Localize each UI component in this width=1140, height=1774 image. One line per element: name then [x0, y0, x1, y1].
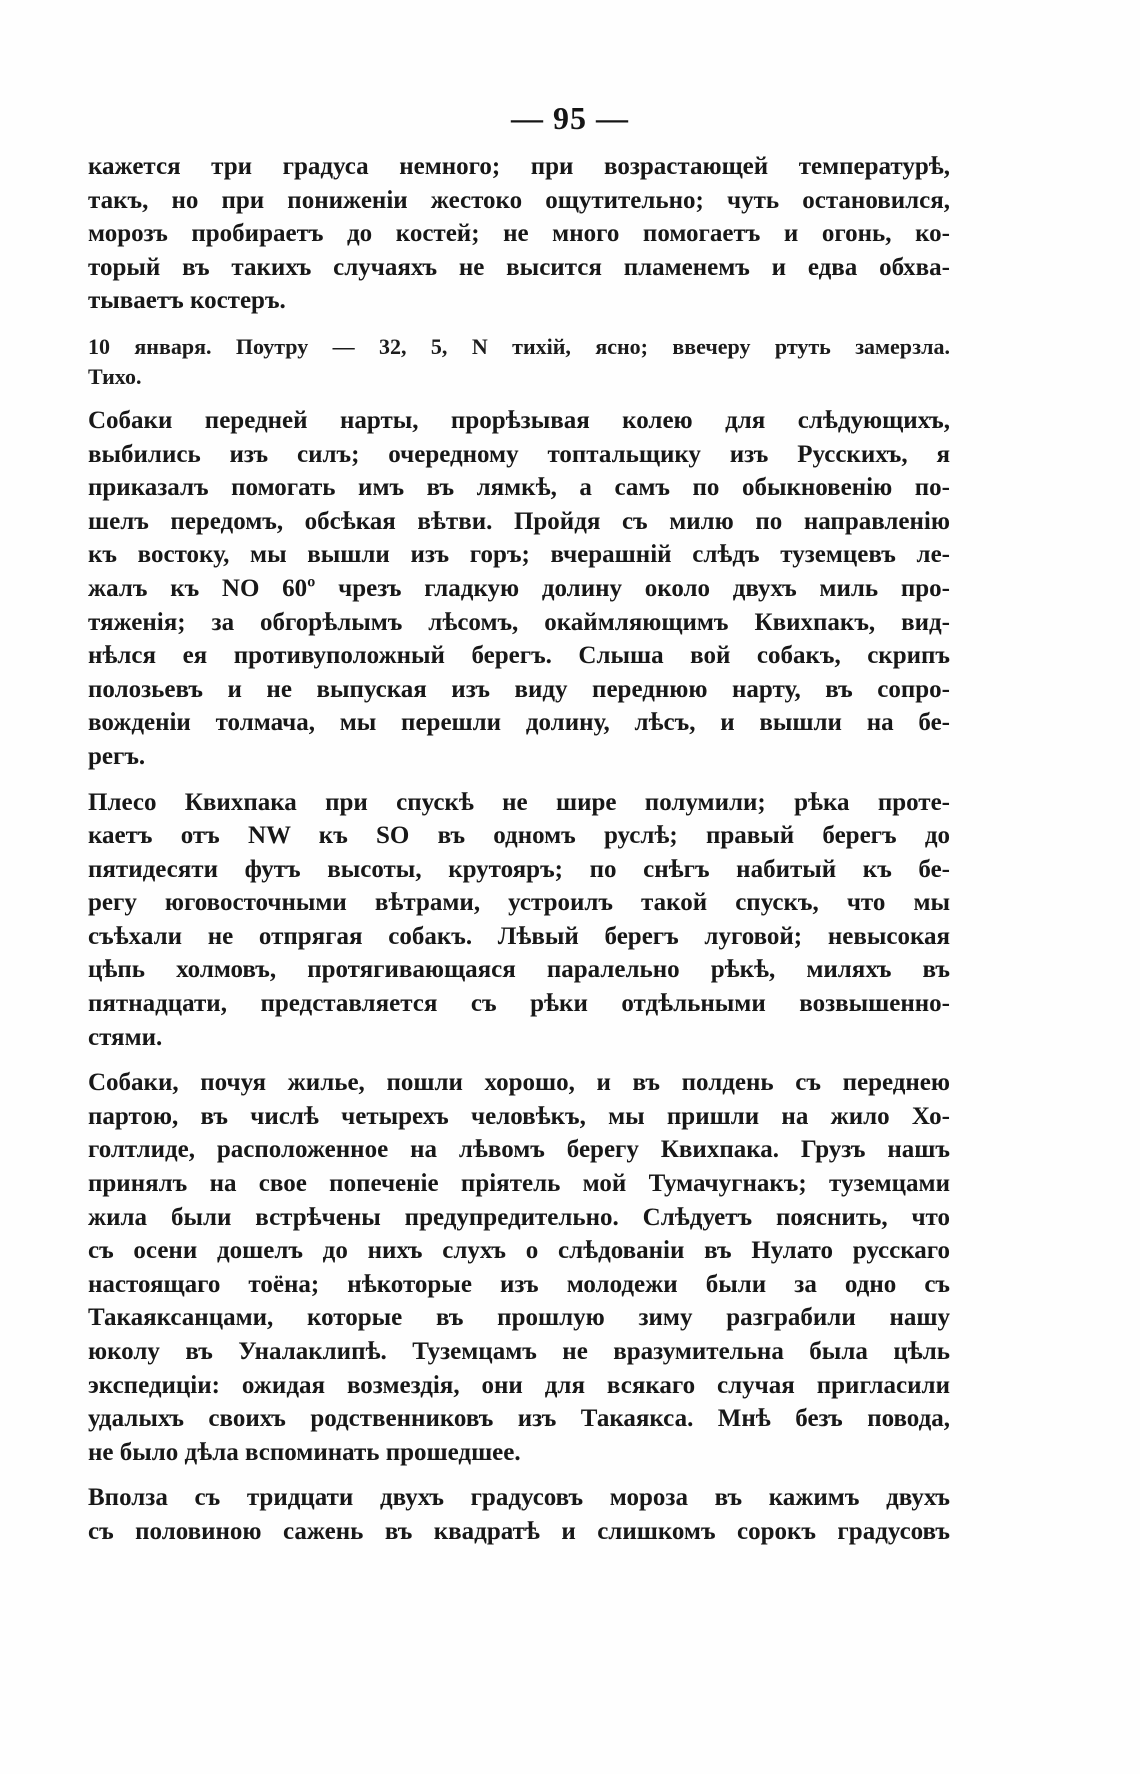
- paragraph-5: [88, 1066, 950, 1469]
- text-line: Тихо.: [88, 363, 142, 389]
- paragraph-1: [88, 150, 950, 318]
- text-line: стями.: [88, 1023, 163, 1051]
- page-number: — 95 —: [511, 100, 629, 136]
- text-line: выбились изъ силъ; очередному топтальщику изъ Русскихъ, я: [88, 440, 950, 468]
- text-line: цѣпь холмовъ, протягивающаяся паралельно рѣкѣ, миляхъ въ: [88, 956, 950, 984]
- text-line: удалыхъ своихъ родственниковъ изъ Такаякса. Мнѣ безъ повода,: [88, 1405, 950, 1433]
- text-line: экспедиціи: ожидая возмездія, они для всякаго случая пригласили: [88, 1371, 950, 1399]
- text-line: вожденіи толмача, мы перешли долину, лѣсъ, и вышли на бе-: [88, 709, 950, 737]
- text-line: къ востоку, мы вышли изъ горъ; вчерашній слѣдъ туземцевъ ле-: [88, 541, 950, 569]
- text-line: пятидесяти футъ высоты, крутояръ; по снѣгъ набитый къ бе-: [88, 855, 950, 883]
- text-line: полозьевъ и не выпуская изъ виду переднюю нарту, въ сопро-: [88, 675, 950, 703]
- text-line: такъ, но при пониженіи жестоко ощутительно; чуть остановился,: [88, 186, 950, 214]
- text-line: жила были встрѣчены предупредительно. Слѣдуетъ пояснить, что: [88, 1203, 950, 1231]
- text-line: жалъ къ NO 60º чрезъ гладкую долину около двухъ миль про-: [88, 574, 950, 602]
- text-line: не было дѣла вспоминать прошедшее.: [88, 1438, 521, 1466]
- text-line: съѣхали не отпрягая собакъ. Лѣвый берегъ луговой; невысокая: [88, 922, 950, 950]
- text-line: съ осени дошелъ до нихъ слухъ о слѣдованіи въ Нулато русскаго: [88, 1237, 950, 1265]
- text-line: морозъ пробираетъ до костей; не много помогаетъ и огонь, ко-: [88, 220, 950, 248]
- text-line: Такаяксанцами, которые въ прошлую зиму разграбили нашу: [88, 1304, 950, 1332]
- text-line: съ половиною сажень въ квадратѣ и слишкомъ сорокъ градусовъ: [88, 1517, 950, 1545]
- text-line: принялъ на свое попеченіе пріятель мой Тумачугнакъ; туземцами: [88, 1170, 950, 1198]
- text-line: кажется три градуса немного; при возрастающей температурѣ,: [88, 153, 950, 180]
- text-line: тяженія; за обгорѣлымъ лѣсомъ, окаймляющимъ Квихпакъ, вид-: [88, 608, 950, 636]
- paragraph-3: [88, 404, 950, 774]
- text-line: нѣлся ея противуположный берегъ. Слыша вой собакъ, скрипъ: [88, 642, 950, 670]
- diary-entry: [88, 332, 950, 392]
- text-line: настоящаго тоёна; нѣкоторые изъ молодежи были за одно съ: [88, 1270, 950, 1298]
- text-line: приказалъ помогать имъ въ лямкѣ, а самъ по обыкновенію по-: [88, 474, 950, 502]
- paragraph-6: [88, 1481, 950, 1548]
- page-body: [88, 150, 950, 1549]
- text-line: регу юговосточными вѣтрами, устроилъ такой спускъ, что мы: [88, 889, 950, 917]
- text-line: каетъ отъ NW къ SO въ одномъ руслѣ; правый берегъ до: [88, 822, 950, 850]
- text-line: голтлиде, расположенное на лѣвомъ берегу Квихпака. Грузъ нашъ: [88, 1136, 950, 1164]
- text-line: Собаки передней нарты, прорѣзывая колею для слѣдующихъ,: [88, 406, 950, 434]
- text-line: юколу въ Уналаклипѣ. Туземцамъ не вразумительна была цѣль: [88, 1338, 950, 1365]
- text-line: шелъ передомъ, обсѣкая вѣтви. Пройдя съ милю по направленію: [88, 507, 950, 535]
- text-line: Вполза съ тридцати двухъ градусовъ мороза въ кажимъ двухъ: [88, 1484, 950, 1512]
- text-line: 10 января. Поутру — 32, 5, N тихій, ясно; ввечеру ртуть замерзла.: [88, 333, 950, 359]
- paragraph-4: [88, 786, 950, 1055]
- text-line: тываетъ костеръ.: [88, 287, 286, 315]
- text-line: Собаки, почуя жилье, пошли хорошо, и въ полдень съ переднею: [88, 1069, 950, 1097]
- text-line: торый въ такихъ случаяхъ не высится пламенемъ и едва обхва-: [88, 253, 950, 281]
- text-line: Плесо Квихпака при спускѣ не шире полумили; рѣка проте-: [88, 788, 950, 816]
- text-line: регъ.: [88, 742, 146, 770]
- text-line: пятнадцати, представляется съ рѣки отдѣльными возвышенно-: [88, 990, 950, 1018]
- text-line: партою, въ числѣ четырехъ человѣкъ, мы пришли на жило Хо-: [88, 1102, 950, 1130]
